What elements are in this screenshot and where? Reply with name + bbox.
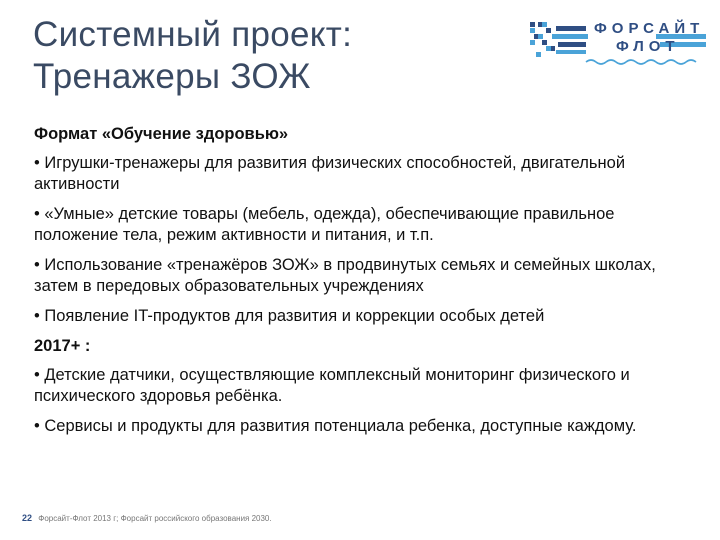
section-heading-format: Формат «Обучение здоровью» bbox=[34, 125, 289, 143]
logo-text bbox=[594, 20, 704, 56]
logo-text-line1: ФОРСАЙТ bbox=[594, 20, 705, 37]
section-heading-2017: 2017+ : bbox=[34, 337, 91, 355]
slide-footer bbox=[22, 513, 272, 523]
logo-text-line2: ФЛОТ bbox=[616, 38, 680, 55]
bullet-item: • Детские датчики, осуществляющие комплексный мониторинг физического и психического здоровья ребёнка. bbox=[34, 366, 630, 405]
slide-title bbox=[33, 14, 352, 98]
bullet-item: • Игрушки-тренажеры для развития физических способностей, двигательной активности bbox=[34, 154, 626, 193]
foresight-fleet-logo bbox=[528, 18, 708, 70]
slide-title-line1: Системный проект: bbox=[33, 15, 353, 54]
slide-body bbox=[34, 124, 694, 446]
source-note: Форсайт-Флот 2013 г; Форсайт российского образования 2030. bbox=[38, 514, 272, 523]
page-number: 22 bbox=[22, 513, 33, 523]
slide-title-line2: Тренажеры ЗОЖ bbox=[33, 57, 311, 96]
bullet-item: • Сервисы и продукты для развития потенциала ребенка, доступные каждому. bbox=[34, 417, 637, 435]
bullet-item: • Появление IT-продуктов для развития и коррекции особых детей bbox=[34, 307, 545, 325]
bullet-item: • «Умные» детские товары (мебель, одежда), обеспечивающие правильное положение тела, режим активности и питания, и т.п. bbox=[34, 205, 615, 244]
bullet-item: • Использование «тренажёров ЗОЖ» в продвинутых семьях и семейных школах, затем в передовых образовательных учреждениях bbox=[34, 256, 656, 295]
